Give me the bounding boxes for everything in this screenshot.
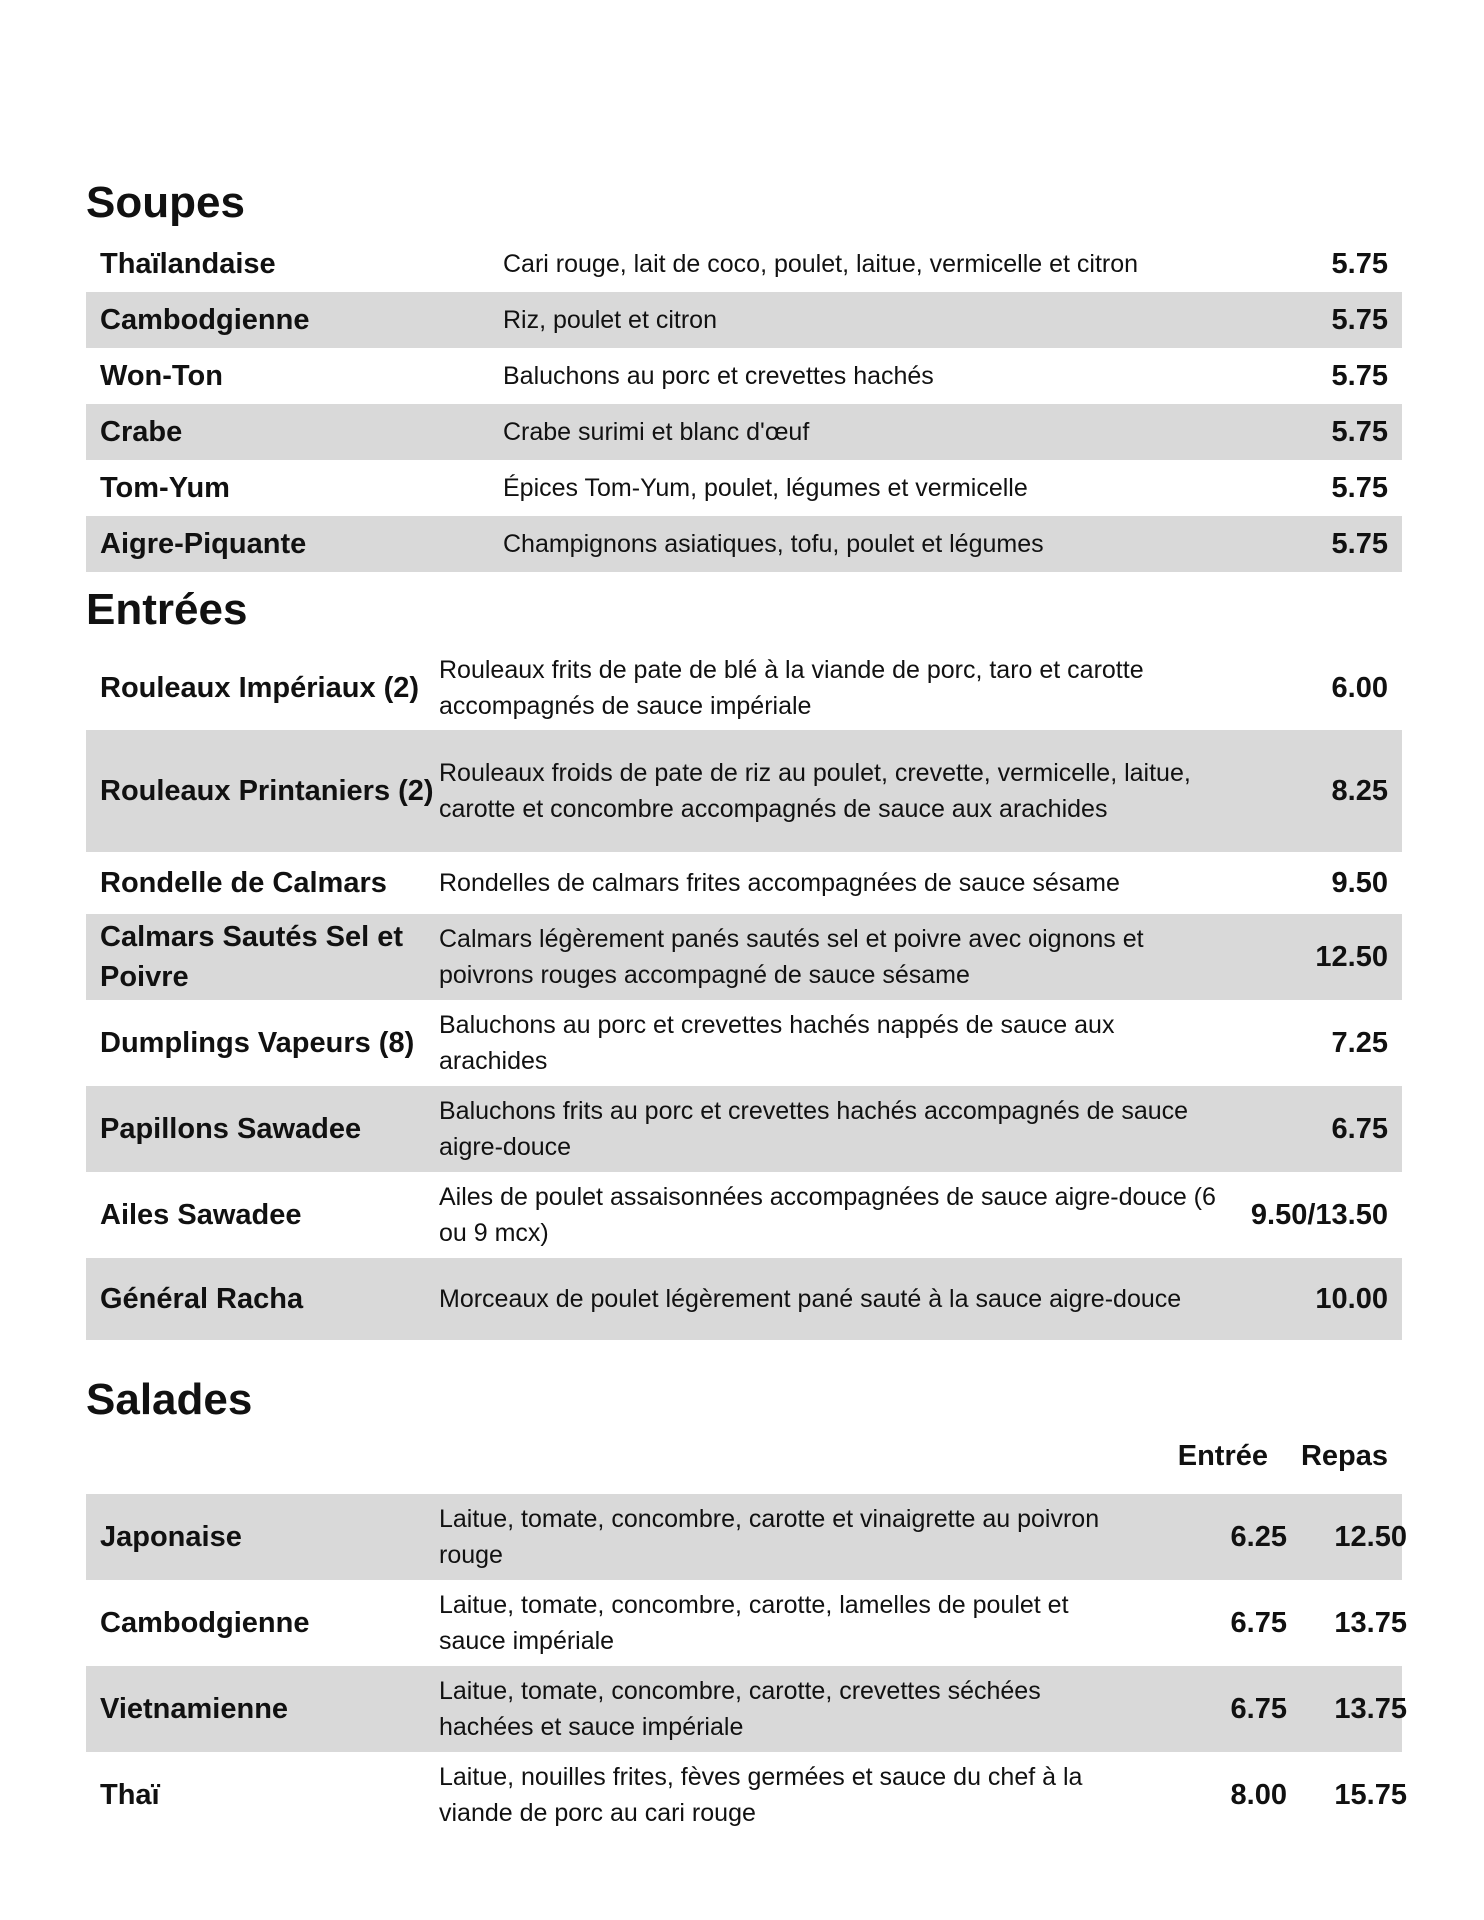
item-name: Tom-Yum — [100, 472, 230, 504]
item-price-repas: 13.75 — [1334, 1606, 1407, 1639]
soupes-table — [86, 236, 1402, 572]
menu-row — [86, 460, 1402, 516]
item-description: Laitue, tomate, concombre, carotte, crevettes séchées hachées et sauce impériale — [439, 1677, 1041, 1741]
item-price-entree: 8.00 — [1230, 1778, 1287, 1811]
menu-row — [86, 730, 1402, 852]
item-description: Baluchons au porc et crevettes hachés — [503, 362, 934, 390]
menu-row — [86, 646, 1402, 730]
item-description: Épices Tom-Yum, poulet, légumes et vermicelle — [503, 474, 1028, 502]
item-price: 5.75 — [1331, 527, 1388, 560]
menu-row — [86, 1494, 1407, 1580]
menu-row — [86, 1580, 1407, 1666]
item-price: 8.25 — [1331, 774, 1388, 807]
salades-column-headers — [86, 1440, 1402, 1480]
item-price: 5.75 — [1331, 471, 1388, 504]
item-price: 5.75 — [1331, 303, 1388, 336]
item-description: Laitue, nouilles frites, fèves germées et sauce du chef à la viande de porc au cari rouge — [439, 1763, 1083, 1827]
item-price-repas: 15.75 — [1334, 1778, 1407, 1811]
item-price: 9.50 — [1331, 866, 1388, 899]
item-name: Calmars Sautés Sel et Poivre — [100, 921, 404, 993]
menu-row — [86, 516, 1402, 572]
item-description: Rouleaux froids de pate de riz au poulet, crevette, vermicelle, laitue, carotte et concombre accompagnés de sauce aux arachides — [439, 759, 1191, 823]
item-price-repas: 12.50 — [1334, 1520, 1407, 1553]
item-description: Champignons asiatiques, tofu, poulet et légumes — [503, 530, 1044, 558]
menu-row — [86, 292, 1402, 348]
item-description: Rouleaux frits de pate de blé à la viande de porc, taro et carotte accompagnés de sauce impériale — [439, 656, 1144, 720]
item-name: Won-Ton — [100, 360, 223, 392]
menu-row — [86, 1172, 1402, 1258]
menu-row — [86, 1666, 1407, 1752]
item-price: 5.75 — [1331, 247, 1388, 280]
menu-row — [86, 1258, 1402, 1340]
column-header-repas: Repas — [1300, 1440, 1388, 1472]
item-description: Laitue, tomate, concombre, carotte, lamelles de poulet et sauce impériale — [439, 1591, 1069, 1655]
item-name: Crabe — [100, 416, 183, 448]
item-name: Ailes Sawadee — [100, 1199, 302, 1231]
item-name: Dumplings Vapeurs (8) — [100, 1027, 415, 1059]
item-price: 10.00 — [1315, 1282, 1388, 1315]
item-description: Baluchons au porc et crevettes hachés nappés de sauce aux arachides — [439, 1011, 1115, 1075]
menu-row — [86, 348, 1402, 404]
item-description: Laitue, tomate, concombre, carotte et vinaigrette au poivron rouge — [439, 1505, 1100, 1569]
item-price: 6.00 — [1331, 671, 1388, 704]
item-price-entree: 6.75 — [1230, 1692, 1287, 1725]
item-price-entree: 6.25 — [1230, 1520, 1287, 1553]
section-title-soupes: Soupes — [86, 178, 245, 227]
item-name: Vietnamienne — [100, 1693, 289, 1725]
menu-row — [86, 1086, 1402, 1172]
item-price: 5.75 — [1331, 415, 1388, 448]
salades-table — [86, 1494, 1407, 1838]
item-description: Ailes de poulet assaisonnées accompagnées de sauce aigre-douce (6 ou 9 mcx) — [439, 1183, 1216, 1247]
item-name: Japonaise — [100, 1521, 242, 1553]
item-price: 12.50 — [1315, 940, 1388, 973]
item-price: 6.75 — [1331, 1112, 1388, 1145]
item-name: Aigre-Piquante — [100, 528, 307, 560]
item-description: Riz, poulet et citron — [503, 306, 717, 334]
section-title-salades: Salades — [86, 1375, 253, 1424]
menu-row — [86, 1752, 1407, 1838]
menu-row — [86, 852, 1402, 914]
menu-row — [86, 404, 1402, 460]
menu-row — [86, 1000, 1402, 1086]
item-description: Crabe surimi et blanc d'œuf — [503, 418, 810, 446]
item-description: Morceaux de poulet légèrement pané sauté à la sauce aigre-douce — [439, 1285, 1182, 1313]
item-price: 7.25 — [1331, 1026, 1388, 1059]
section-title-entrees: Entrées — [86, 585, 248, 634]
item-description: Cari rouge, lait de coco, poulet, laitue, vermicelle et citron — [503, 250, 1139, 278]
item-description: Baluchons frits au porc et crevettes hachés accompagnés de sauce aigre-douce — [439, 1097, 1189, 1161]
item-name: Cambodgienne — [100, 304, 310, 336]
item-name: Cambodgienne — [100, 1607, 310, 1639]
item-name: Thaïlandaise — [100, 248, 276, 280]
item-description: Calmars légèrement panés sautés sel et poivre avec oignons et poivrons rouges accompagné de sauce sésame — [439, 925, 1144, 989]
item-price-entree: 6.75 — [1230, 1606, 1287, 1639]
item-price: 5.75 — [1331, 359, 1388, 392]
item-name: Général Racha — [100, 1283, 304, 1315]
entrees-table — [86, 646, 1402, 1340]
column-header-entree: Entrée — [1177, 1440, 1268, 1472]
item-description: Rondelles de calmars frites accompagnées de sauce sésame — [439, 869, 1120, 897]
item-name: Rouleaux Printaniers (2) — [100, 775, 434, 807]
item-name: Rouleaux Impériaux (2) — [100, 672, 420, 704]
item-name: Thaï — [100, 1779, 160, 1811]
item-price-repas: 13.75 — [1334, 1692, 1407, 1725]
item-name: Rondelle de Calmars — [100, 867, 387, 899]
menu-row — [86, 914, 1402, 1000]
item-name: Papillons Sawadee — [100, 1113, 362, 1145]
item-price: 9.50/13.50 — [1250, 1198, 1388, 1231]
menu-row — [86, 236, 1402, 292]
